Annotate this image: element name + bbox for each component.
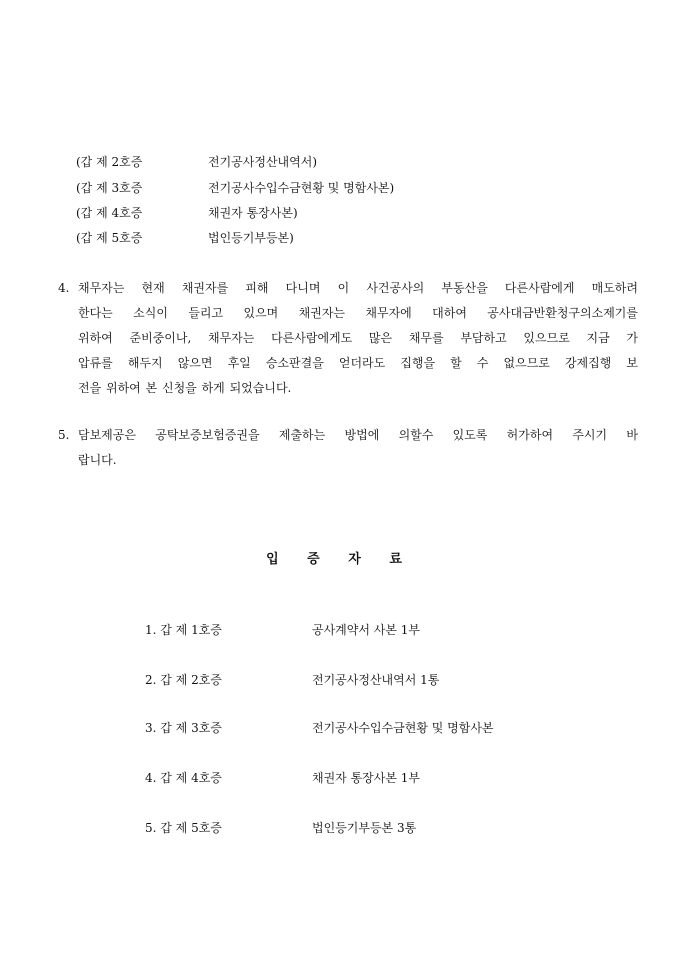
evidence-desc: 법인등기부등본) xyxy=(208,231,294,245)
attachment-label: 4. 갑 제 4호증 xyxy=(145,771,222,785)
evidence-desc: 전기공사수입수금현황 및 명함사본) xyxy=(208,181,395,195)
evidence-label: (갑 제 2호증 xyxy=(76,155,143,169)
paragraph-line: 한다는 소식이 들리고 있으며 채권자는 채무자에 대하여 공사대금반환청구의소제기를 xyxy=(78,306,638,320)
paragraph-number: 5. xyxy=(58,428,70,442)
attachment-label: 2. 갑 제 2호증 xyxy=(145,673,222,687)
attachment-desc: 전기공사수입수금현황 및 명함사본 xyxy=(312,721,494,735)
evidence-label: (갑 제 4호증 xyxy=(76,206,143,220)
paragraph-line: 전을 위하여 본 신청을 하게 되었습니다. xyxy=(78,381,292,395)
paragraph-line: 위하여 준비중이나, 채무자는 다른사람에게도 많은 채무를 부담하고 있으므로 지금 가 xyxy=(78,331,638,345)
paragraph-5 xyxy=(58,423,638,473)
evidence-label: (갑 제 3호증 xyxy=(76,181,143,195)
paragraph-line: 채무자는 현재 채권자를 피해 다니며 이 사건공사의 부동산을 다른사람에게 매도하려 xyxy=(78,281,638,295)
evidence-desc: 전기공사정산내역서) xyxy=(208,155,318,169)
attachment-desc: 전기공사정산내역서 1통 xyxy=(312,673,440,687)
attachment-desc: 공사계약서 사본 1부 xyxy=(312,623,421,637)
paragraph-line: 랍니다. xyxy=(78,453,117,467)
attachment-label: 1. 갑 제 1호증 xyxy=(145,623,222,637)
attachment-desc: 법인등기부등본 3통 xyxy=(312,821,417,835)
paragraph-4 xyxy=(58,276,638,401)
paragraph-line: 담보제공은 공탁보증보험증권을 제출하는 방법에 의할수 있도록 허가하여 주시기 바 xyxy=(78,428,638,442)
evidence-label: (갑 제 5호증 xyxy=(76,231,143,245)
attachment-label: 3. 갑 제 3호증 xyxy=(145,721,222,735)
paragraph-number: 4. xyxy=(58,281,70,295)
attachments-title: 입 증 자 료 xyxy=(266,552,414,567)
attachment-label: 5. 갑 제 5호증 xyxy=(145,821,222,835)
paragraph-line: 압류를 해두지 않으면 후일 승소판결을 얻더라도 집행을 할 수 없으므로 강제집행 보 xyxy=(78,356,638,370)
attachment-desc: 채권자 통장사본 1부 xyxy=(312,771,421,785)
evidence-desc: 채권자 통장사본) xyxy=(208,206,298,220)
